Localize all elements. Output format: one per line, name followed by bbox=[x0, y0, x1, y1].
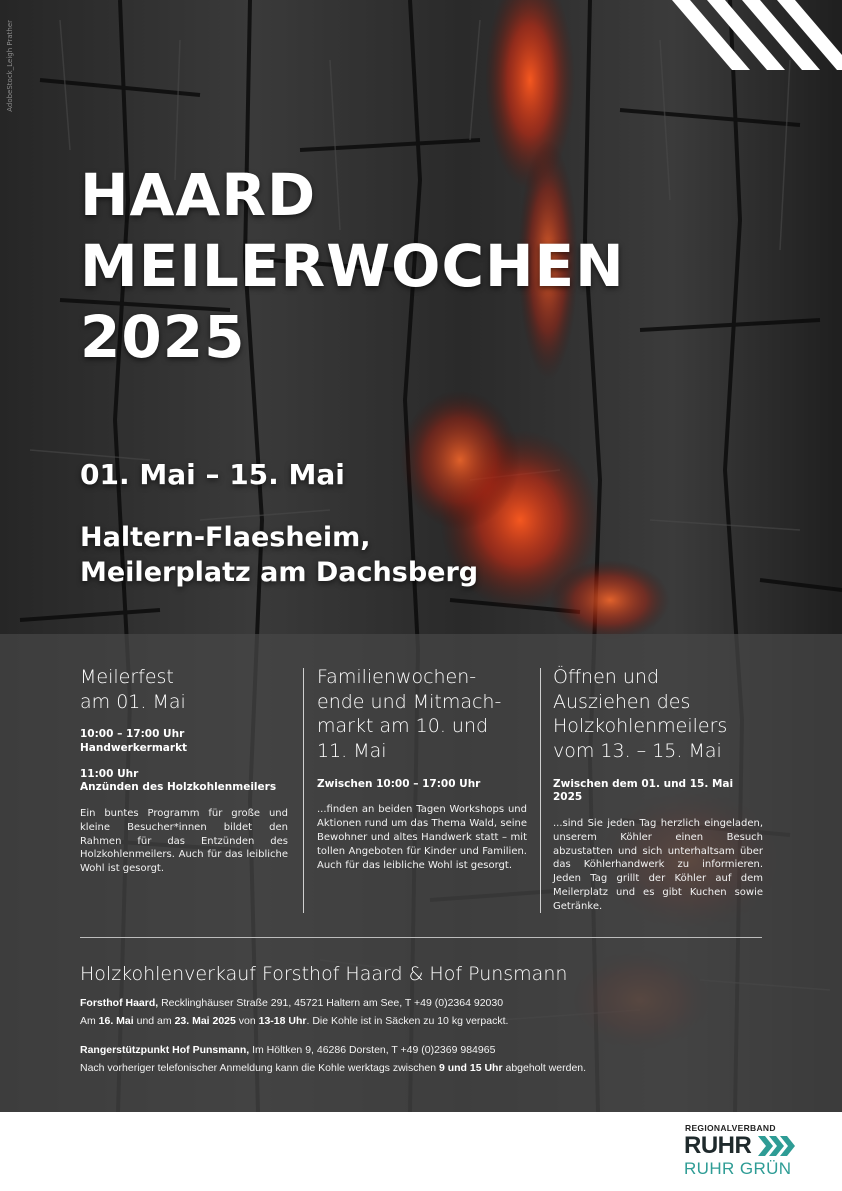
title-line: HAARD bbox=[80, 161, 317, 229]
page-title bbox=[80, 160, 625, 372]
sales-text: abgeholt werden. bbox=[502, 1061, 587, 1074]
column-title-line: ende und Mitmach- bbox=[317, 690, 502, 713]
sales-address-line bbox=[80, 995, 508, 1013]
column-schedule bbox=[80, 768, 288, 795]
sales-text: . Die Kohle ist in Säcken zu 10 kg verpackt. bbox=[306, 1014, 509, 1027]
sales-location-name: Rangerstützpunkt Hof Punsmann, bbox=[80, 1044, 250, 1056]
column-schedule bbox=[317, 778, 527, 792]
sales-address: Recklinghäuser Straße 291, 45721 Haltern am See, T +49 (0)2364 92030 bbox=[158, 997, 504, 1009]
sales-text: und am bbox=[133, 1014, 175, 1027]
sales-info-line bbox=[80, 1013, 508, 1031]
column-title-line: Ausziehen des bbox=[553, 690, 691, 713]
sales-time: 13-18 Uhr bbox=[258, 1014, 307, 1027]
column-divider bbox=[540, 668, 541, 913]
column-title-line: Familienwochen- bbox=[317, 666, 477, 688]
column-divider bbox=[303, 668, 304, 913]
column-title-line: Öffnen und bbox=[553, 666, 660, 688]
column-schedule bbox=[80, 728, 288, 755]
column-body: ...finden an beiden Tagen Workshops und Aktionen rund um das Thema Wald, seine Bewohner und altes Handwerk statt – mit tollen Angeboten für Kinder und Familien. Auch für das leibliche Wohl ist gesorgt. bbox=[317, 804, 527, 871]
column-title-line: 11. Mai bbox=[317, 740, 387, 763]
schedule-time: Zwischen 10:00 – 17:00 Uhr bbox=[317, 777, 481, 790]
sales-address: Im Höltken 9, 46286 Dorsten, T +49 (0)2369 984965 bbox=[249, 1044, 496, 1056]
column-title bbox=[553, 665, 763, 764]
schedule-time: 11:00 Uhr bbox=[80, 767, 139, 780]
column-title bbox=[317, 665, 527, 764]
sales-title: Holzkohlenverkauf Forsthof Haard & Hof Punsmann bbox=[80, 963, 568, 985]
logo-stripes-icon bbox=[758, 1136, 798, 1156]
title-line: 2025 bbox=[80, 302, 246, 371]
column-body: ...sind Sie jeden Tag herzlich eingeladen, unserem Köhler einen Besuch abzustatten und sich unterhaltsam über das Köhlerhandwerk zu informieren. Jeden Tag grillt der Köhler auf dem Meilerplatz und es gibt Kuchen sowie Getränke. bbox=[553, 818, 763, 912]
photo-credit: AdobeStock_Leigh Prather bbox=[6, 20, 14, 112]
event-location bbox=[80, 520, 478, 590]
column-title-line: Meilerfest bbox=[80, 666, 174, 688]
section-divider bbox=[80, 937, 762, 938]
sales-text: Nach vorheriger telefonischer Anmeldung kann die Kohle werktags zwischen bbox=[80, 1061, 439, 1074]
program-column-meiler-oeffnen bbox=[553, 665, 763, 914]
column-title-line: am 01. Mai bbox=[80, 690, 186, 713]
schedule-item: Handwerkermarkt bbox=[80, 742, 188, 755]
rvr-logo bbox=[684, 1123, 814, 1183]
column-title-line: Holzkohlenmeilers bbox=[553, 715, 728, 738]
location-line: Meilerplatz am Dachsberg bbox=[80, 557, 479, 589]
corner-stripes-decoration bbox=[672, 0, 842, 70]
title-line: MEILERWOCHEN bbox=[80, 231, 625, 300]
column-body: Ein buntes Programm für große und kleine Besucher*innen bildet den Rahmen für das Entzünden des Holzkohlenmeilers. Auch für das leibliche Wohl ist gesorgt. bbox=[80, 807, 288, 875]
sales-address-line bbox=[80, 1042, 586, 1060]
schedule-time: Zwischen dem 01. und 15. Mai 2025 bbox=[553, 777, 734, 804]
column-title-line: markt am 10. und bbox=[317, 715, 489, 738]
logo-sub-text: RUHR GRÜN bbox=[684, 1159, 792, 1178]
logo-main-text: RUHR bbox=[684, 1132, 752, 1159]
schedule-item: Anzünden des Holzkohlenmeilers bbox=[80, 781, 277, 794]
sales-date: 16. Mai bbox=[98, 1014, 134, 1027]
sales-text: Am bbox=[80, 1014, 99, 1027]
event-dates: 01. Mai – 15. Mai bbox=[80, 458, 345, 491]
logo-small-text: REGIONALVERBAND bbox=[685, 1123, 776, 1133]
column-schedule bbox=[553, 778, 763, 805]
sales-hof-punsmann bbox=[80, 1042, 586, 1078]
schedule-time: 10:00 – 17:00 Uhr bbox=[80, 728, 185, 741]
sales-date: 23. Mai 2025 bbox=[174, 1014, 236, 1027]
sales-forsthof-haard bbox=[80, 995, 508, 1031]
column-title bbox=[80, 665, 288, 714]
sales-info-line bbox=[80, 1060, 586, 1078]
sales-time: 9 und 15 Uhr bbox=[438, 1061, 503, 1074]
program-column-familienwochenende bbox=[317, 665, 527, 872]
sales-text: von bbox=[235, 1014, 259, 1027]
program-column-meilerfest bbox=[80, 665, 288, 876]
location-line: Haltern-Flaesheim, bbox=[80, 522, 371, 553]
sales-location-name: Forsthof Haard, bbox=[80, 997, 159, 1009]
column-title-line: vom 13. – 15. Mai bbox=[553, 740, 722, 763]
